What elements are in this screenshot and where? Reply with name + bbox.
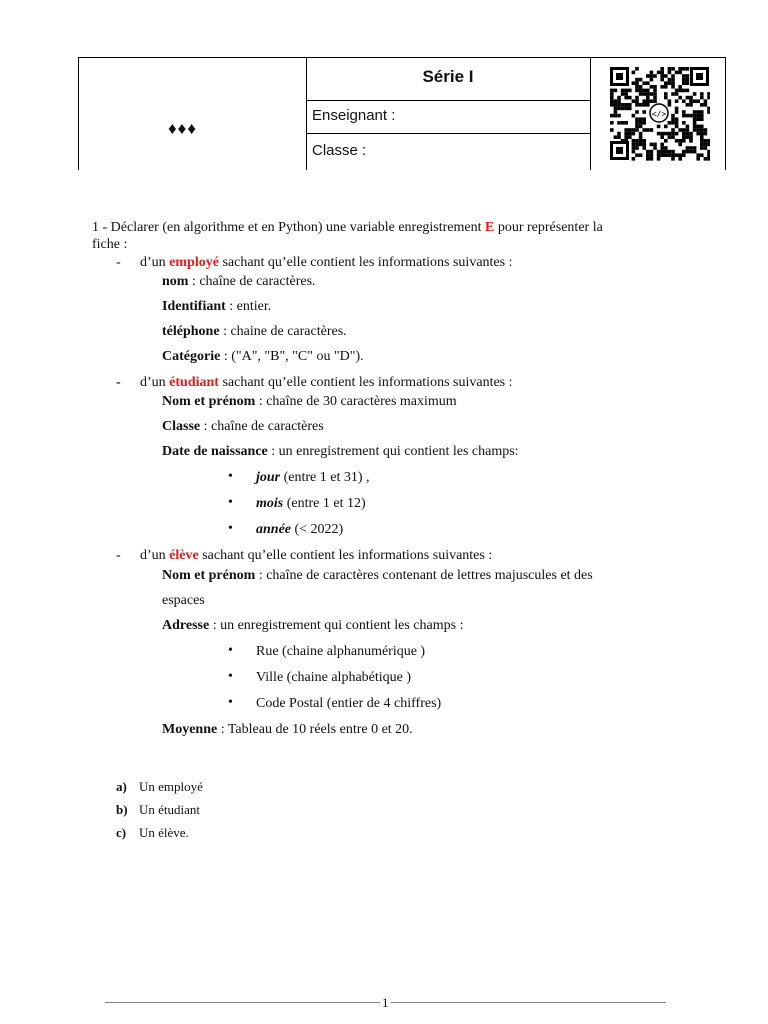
bullet-icon: •	[228, 495, 233, 510]
qr-code	[609, 66, 710, 161]
employe-dash: -	[116, 255, 121, 270]
subfield-jour: jour (entre 1 et 31) ,	[256, 470, 370, 485]
etudiant-field-nom: Nom et prénom : chaîne de 30 caractères maximum	[162, 394, 457, 409]
answer-c: c) Un élève.	[116, 825, 189, 840]
address-item-code: Code Postal (entier de 4 chiffres)	[256, 696, 442, 711]
address-item-ville: Ville (chaine alphabétique )	[256, 670, 412, 685]
address-item-rue: Rue (chaine alphanumérique )	[256, 644, 426, 659]
etudiant-dash: -	[116, 375, 121, 390]
eleve-field-nom-cont: espaces	[162, 593, 205, 608]
eleve-intro: d’un élève sachant qu’elle contient les informations suivantes :	[140, 548, 493, 563]
header-diamonds: ♦♦♦	[168, 119, 198, 138]
bullet-icon: •	[228, 669, 233, 684]
answer-a: a) Un employé	[116, 779, 203, 794]
bullet-icon: •	[228, 695, 233, 710]
eleve-field-moyenne: Moyenne : Tableau de 10 réels entre 0 et 20.	[162, 722, 413, 737]
eleve-field-adresse: Adresse : un enregistrement qui contient les champs :	[162, 618, 464, 633]
subfield-annee: année (< 2022)	[256, 522, 344, 537]
employe-field-identifiant: Identifiant : entier.	[162, 299, 272, 314]
eleve-field-nom: Nom et prénom : chaîne de caractères contenant de lettres majuscules et des	[162, 568, 593, 583]
eleve-dash: -	[116, 548, 121, 563]
class-label: Classe :	[312, 142, 367, 159]
question-line-1: 1 - Déclarer (en algorithme et en Python) une variable enregistrement E pour représenter la	[92, 220, 603, 235]
page-number: 1	[382, 995, 389, 1010]
variable-e: E	[485, 220, 495, 235]
bullet-icon: •	[228, 469, 233, 484]
employe-field-telephone: téléphone : chaine de caractères.	[162, 324, 347, 339]
subfield-mois: mois (entre 1 et 12)	[256, 496, 366, 511]
employe-intro: d’un employé sachant qu’elle contient les informations suivantes :	[140, 255, 513, 270]
series-title: Série I	[422, 67, 474, 86]
code-icon: </>	[651, 109, 667, 119]
bullet-icon: •	[228, 643, 233, 658]
etudiant-field-naissance: Date de naissance : un enregistrement qui contient les champs:	[162, 444, 519, 459]
employe-field-categorie: Catégorie : ("A", "B", "C" ou "D").	[162, 349, 364, 364]
etudiant-intro: d’un étudiant sachant qu’elle contient les informations suivantes :	[140, 375, 513, 390]
question-line-2: fiche :	[92, 237, 128, 252]
etudiant-field-classe: Classe : chaîne de caractères	[162, 419, 324, 434]
bullet-icon: •	[228, 521, 233, 536]
teacher-label: Enseignant :	[312, 107, 396, 124]
employe-field-nom: nom : chaîne de caractères.	[162, 274, 316, 289]
answer-b: b) Un étudiant	[116, 802, 201, 817]
